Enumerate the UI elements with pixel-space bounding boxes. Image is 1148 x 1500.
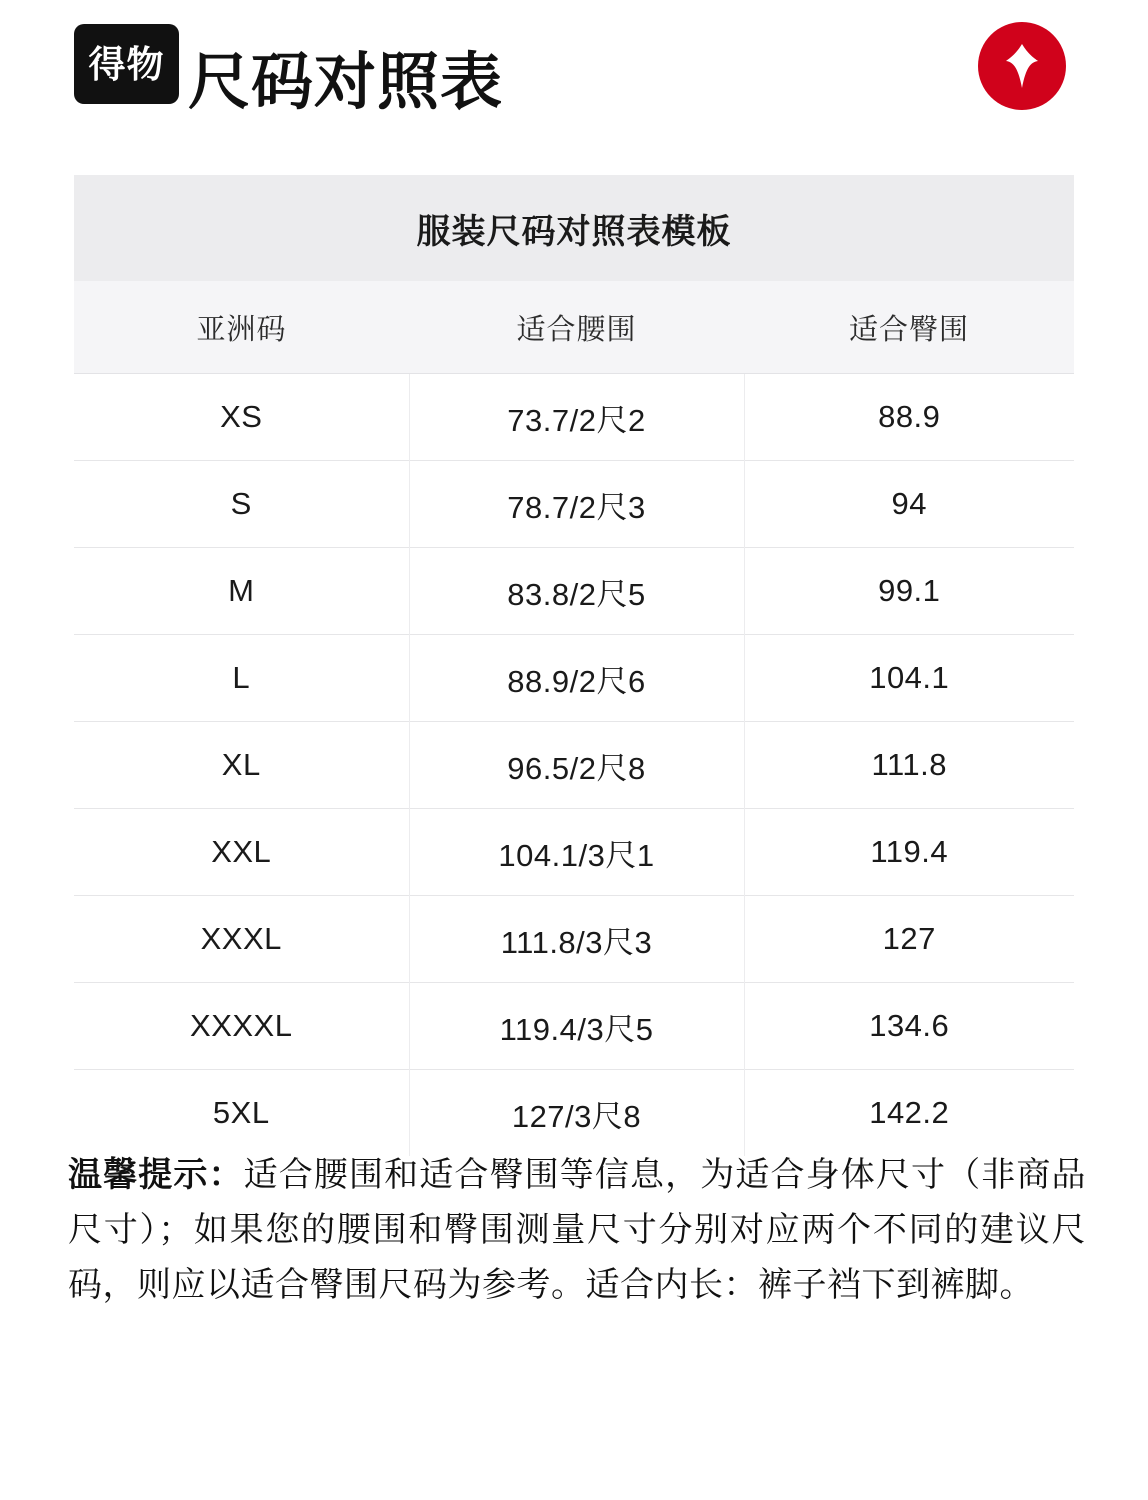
cell-hip: 104.1 xyxy=(744,635,1074,722)
cell-size: M xyxy=(74,548,409,635)
table-row xyxy=(74,896,1074,983)
cell-size: L xyxy=(74,635,409,722)
table-caption: 服装尺码对照表模板 xyxy=(74,175,1074,281)
cell-hip: 127 xyxy=(744,896,1074,983)
cell-waist: 119.4/3尺5 xyxy=(409,983,744,1070)
cell-waist: 111.8/3尺3 xyxy=(409,896,744,983)
brand-badge xyxy=(74,24,179,104)
cell-size: XXXXL xyxy=(74,983,409,1070)
column-header-asian-size: 亚洲码 xyxy=(74,281,409,374)
table-row xyxy=(74,983,1074,1070)
cell-hip: 94 xyxy=(744,461,1074,548)
cell-hip: 99.1 xyxy=(744,548,1074,635)
cell-waist: 83.8/2尺5 xyxy=(409,548,744,635)
brand-badge-label: 得物 xyxy=(88,43,165,85)
cell-size: XL xyxy=(74,722,409,809)
table-row xyxy=(74,374,1074,461)
page-title: 尺码对照表 xyxy=(188,48,504,117)
note-label: 温馨提示： xyxy=(68,1156,244,1194)
table-row xyxy=(74,548,1074,635)
cell-waist: 78.7/2尺3 xyxy=(409,461,744,548)
cell-size: XXL xyxy=(74,809,409,896)
table-row xyxy=(74,635,1074,722)
column-header-hip: 适合臀围 xyxy=(744,281,1074,374)
cell-waist: 88.9/2尺6 xyxy=(409,635,744,722)
table-row xyxy=(74,461,1074,548)
cell-size: XS xyxy=(74,374,409,461)
table-row xyxy=(74,1070,1074,1157)
table-header-row xyxy=(74,281,1074,374)
lululemon-logo-icon xyxy=(978,22,1066,110)
note-text: 适合腰围和适合臀围等信息，为适合身体尺寸（非商品尺寸）；如果您的腰围和臀围测量尺寸分别对应两个不同的建议尺码，则应以适合臀围尺码为参考。适合内长：裤子裆下到裤脚。 xyxy=(68,1156,1086,1305)
cell-hip: 111.8 xyxy=(744,722,1074,809)
cell-waist: 96.5/2尺8 xyxy=(409,722,744,809)
cell-size: 5XL xyxy=(74,1070,409,1157)
cell-hip: 142.2 xyxy=(744,1070,1074,1157)
note-block xyxy=(68,1148,1086,1313)
cell-hip: 134.6 xyxy=(744,983,1074,1070)
cell-waist: 104.1/3尺1 xyxy=(409,809,744,896)
cell-hip: 88.9 xyxy=(744,374,1074,461)
cell-waist: 73.7/2尺2 xyxy=(409,374,744,461)
page-header xyxy=(0,0,1148,150)
column-header-waist: 适合腰围 xyxy=(409,281,744,374)
cell-size: S xyxy=(74,461,409,548)
size-table xyxy=(74,281,1074,1156)
cell-waist: 127/3尺8 xyxy=(409,1070,744,1157)
size-table-container xyxy=(74,175,1074,1156)
table-row xyxy=(74,809,1074,896)
table-body xyxy=(74,374,1074,1157)
cell-hip: 119.4 xyxy=(744,809,1074,896)
table-row xyxy=(74,722,1074,809)
cell-size: XXXL xyxy=(74,896,409,983)
